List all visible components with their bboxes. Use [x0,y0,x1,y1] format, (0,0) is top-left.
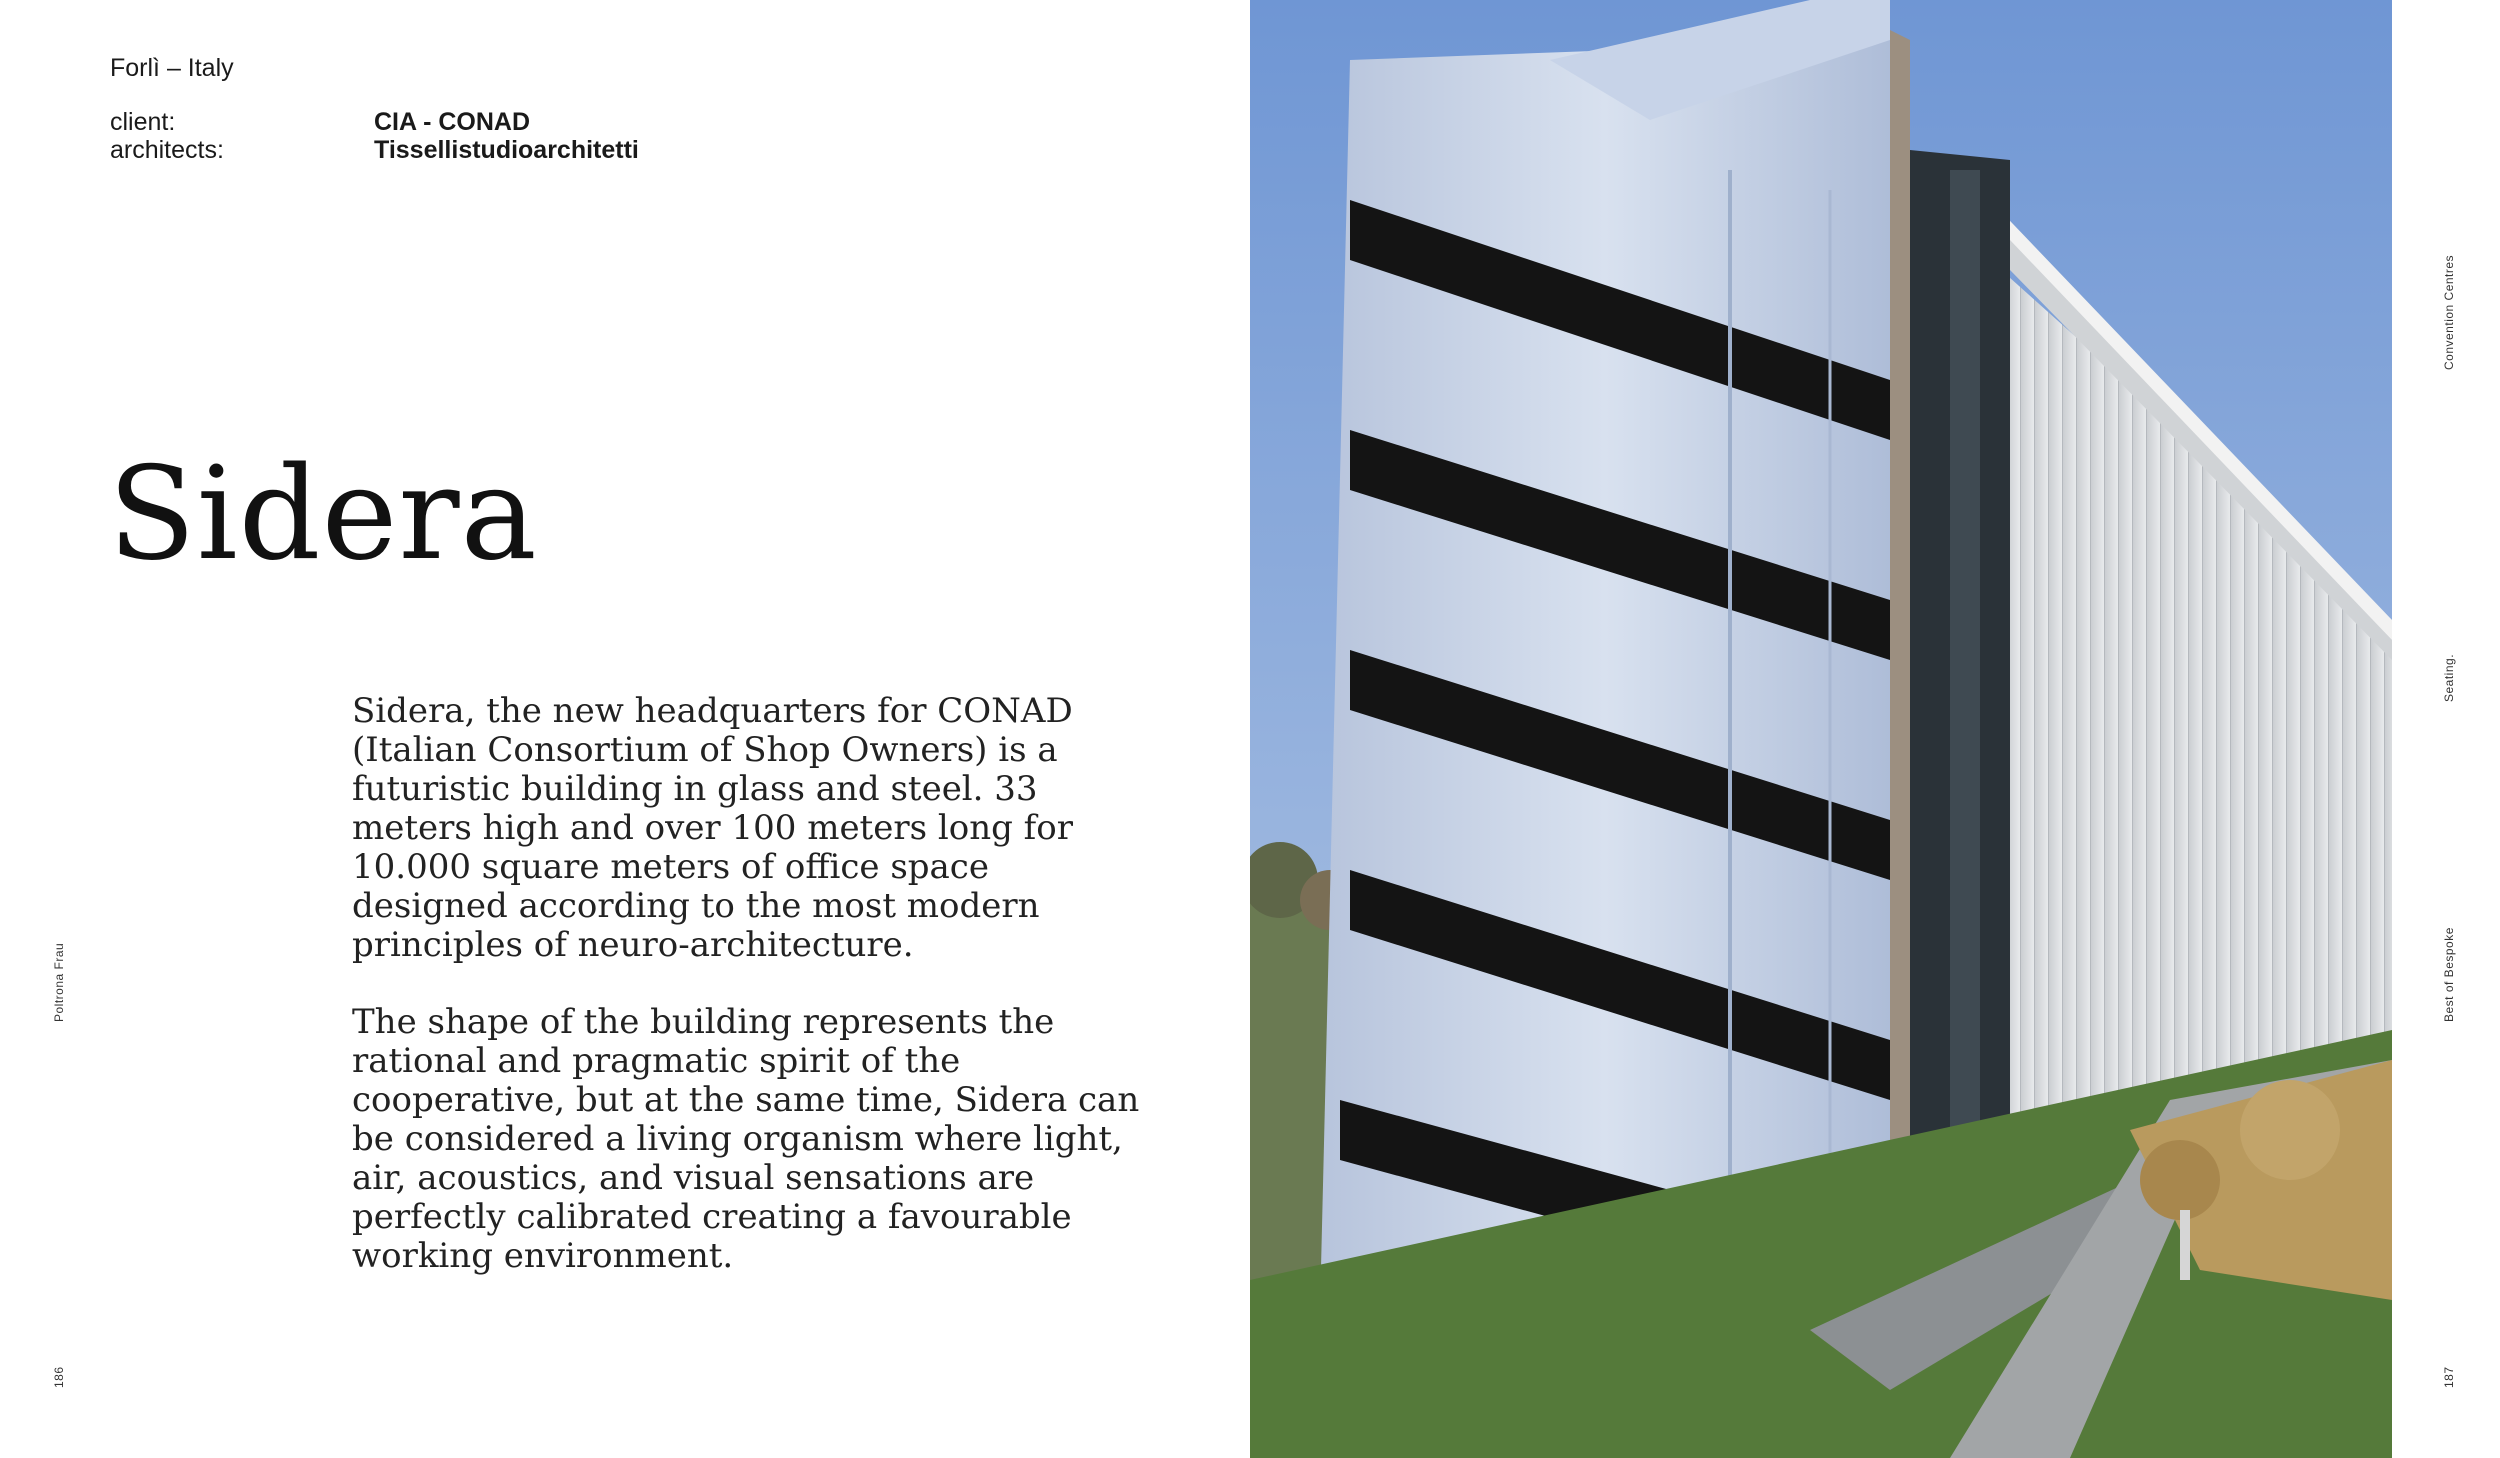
project-credits [110,108,639,164]
page-title: Sidera [108,440,538,589]
project-location: Forlì – Italy [110,54,234,82]
folio-brand: Poltrona Frau [52,942,66,1022]
building-photo [1250,0,2392,1458]
body-text [352,692,1152,1314]
paragraph-2: The shape of the building represents the rational and pragmatic spirit of the cooperative, but at the same time, Sidera can be considered a living organism where light, air, acoustics, and visual sensations are perfectly calibrated creating a favourable working environment. [352,1002,1140,1276]
paragraph-1: Sidera, the new headquarters for CONAD (Italian Consortium of Shop Owners) is a futuristic building in glass and steel. 33 meters high and over 100 meters long for 10.000 square meters of office space designed according to the most modern principles of neuro-architecture. [352,691,1073,965]
client-row [110,108,639,136]
page-number-right: 187 [2442,1366,2456,1388]
client-label: client: [110,108,176,136]
client-value: CIA - CONAD [374,108,531,136]
building-photo-illustration [1250,0,2392,1458]
architects-label: architects: [110,136,224,164]
folio-section: Convention Centres [2442,254,2456,370]
architects-value: Tissellistudioarchitetti [374,136,639,164]
folio-category: Seating. [2442,653,2456,702]
architects-row [110,136,639,164]
folio-series: Best of Bespoke [2442,927,2456,1022]
page-number-left: 186 [52,1366,66,1388]
